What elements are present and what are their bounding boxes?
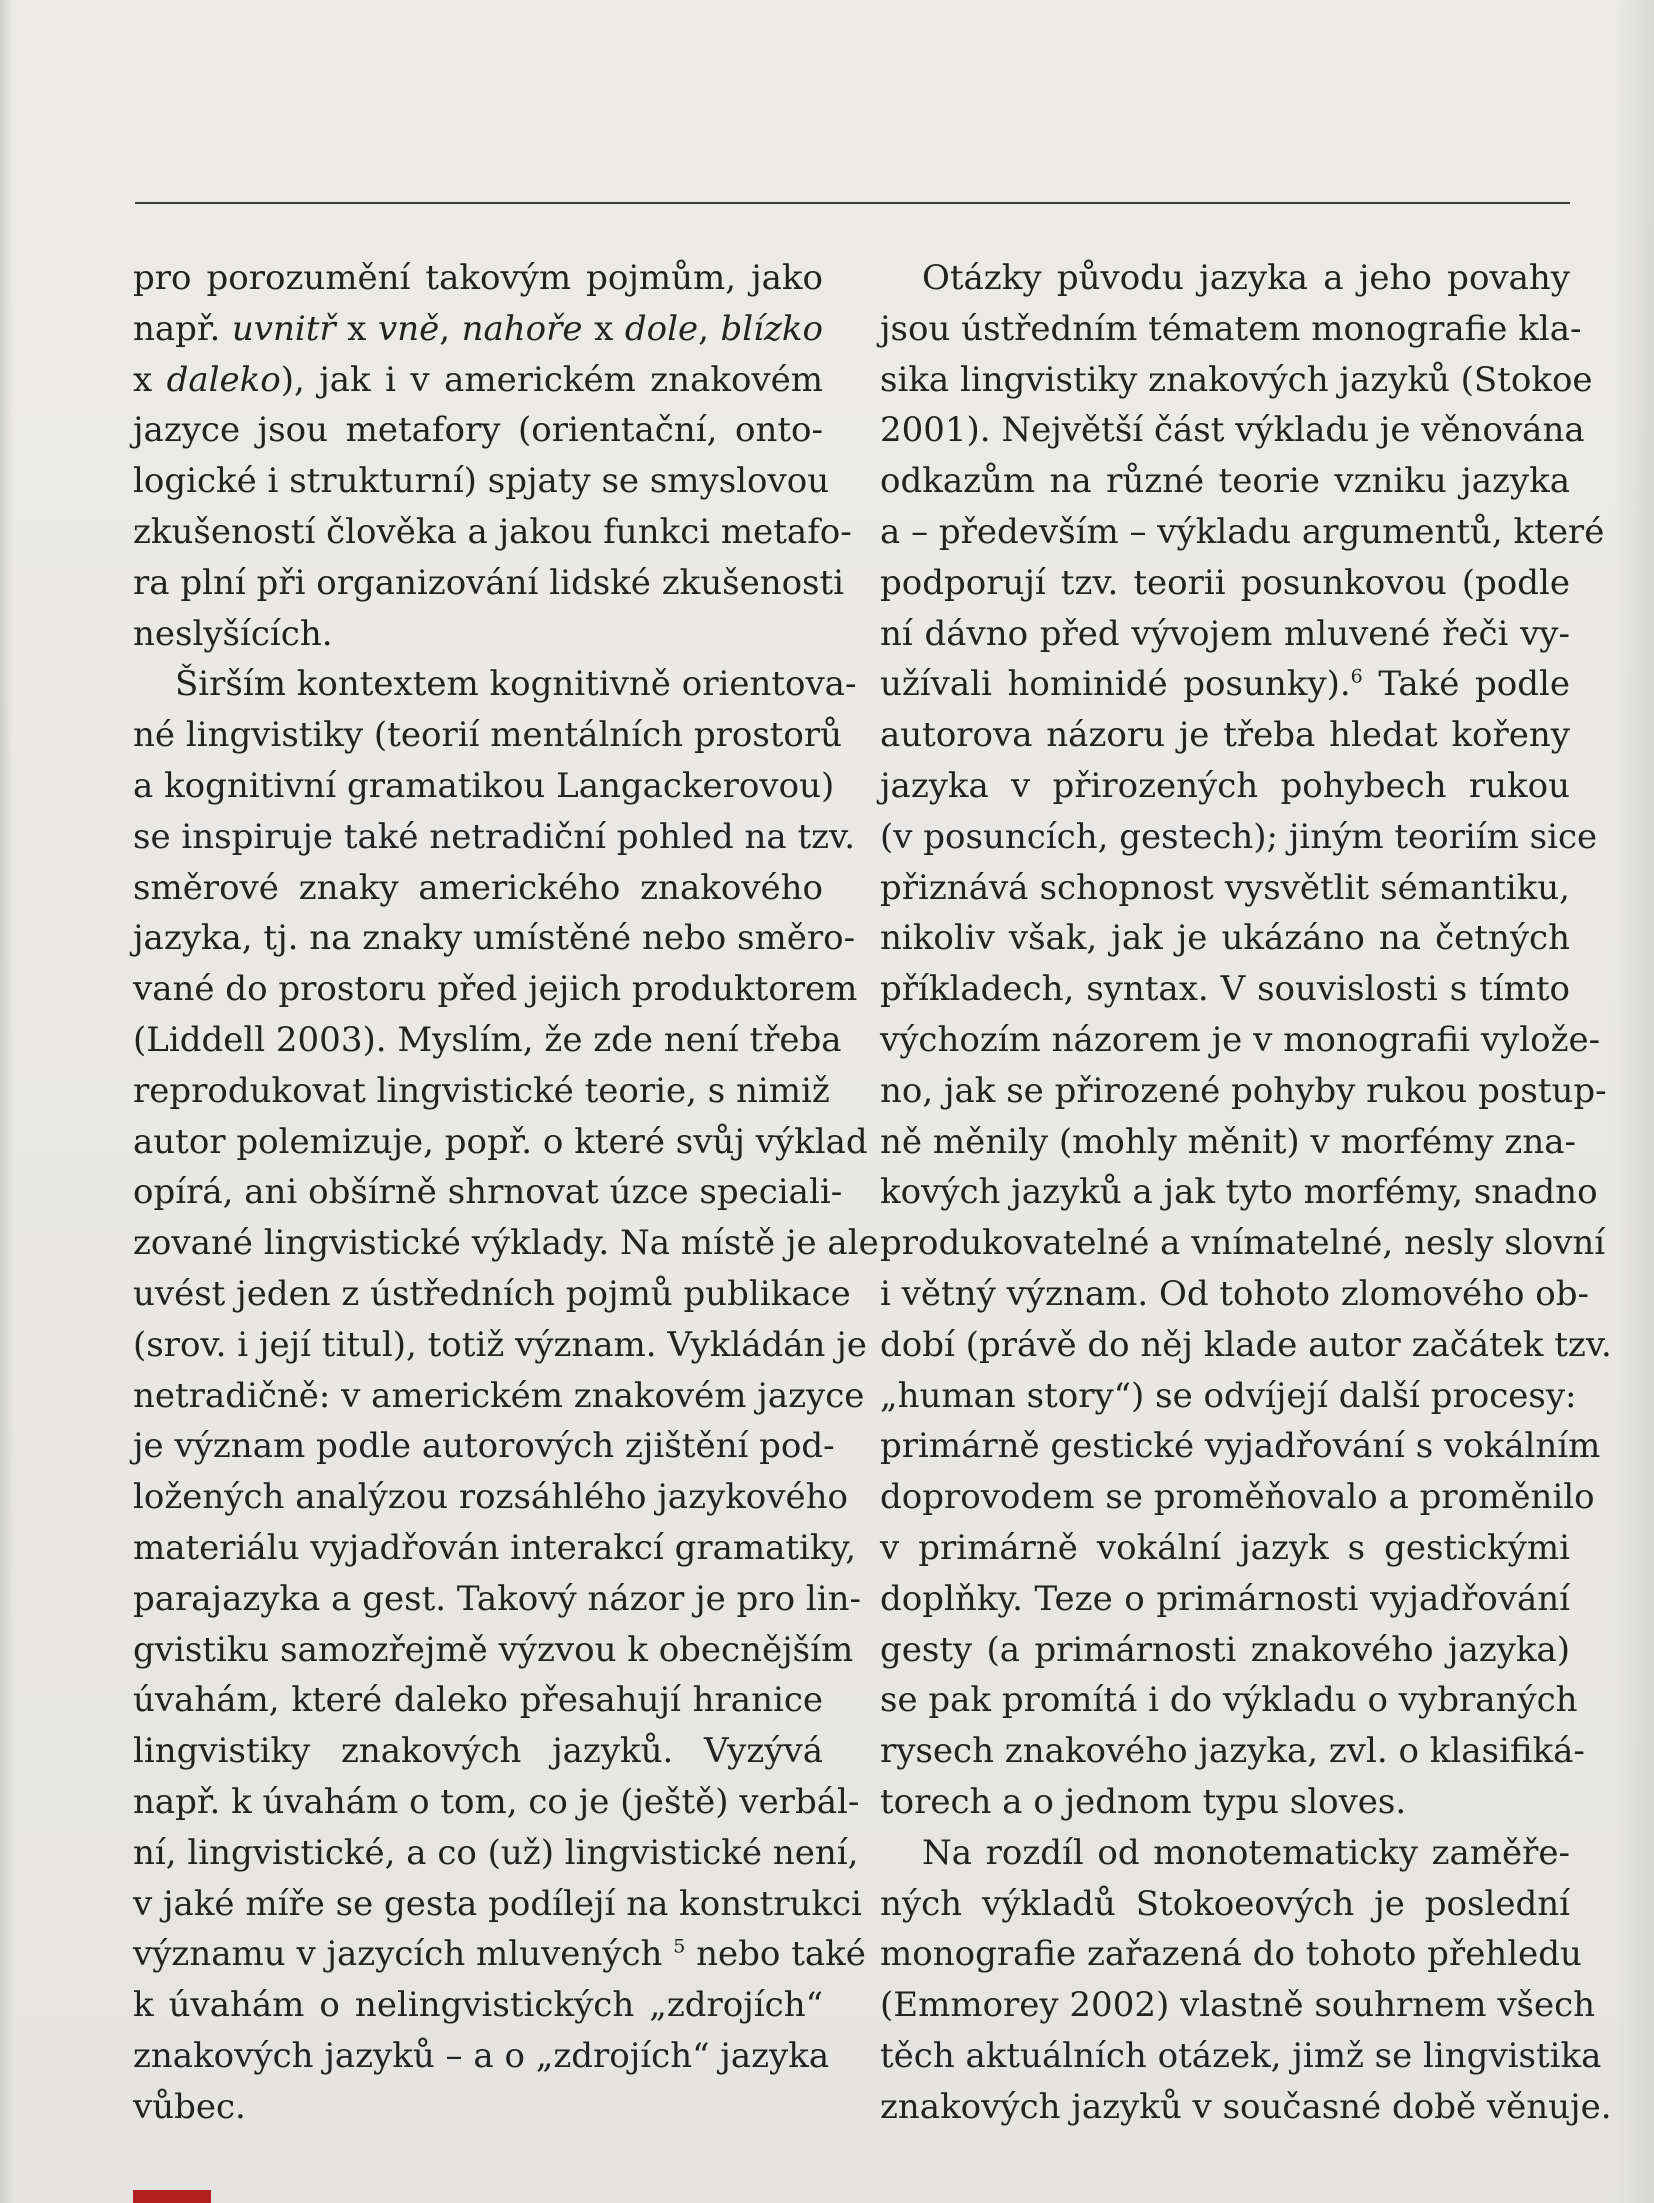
- text-line: [133, 1472, 848, 1523]
- footnote-reference: 6: [1350, 666, 1363, 689]
- text-line: [880, 2031, 1602, 2082]
- text-line: [880, 1726, 1585, 1777]
- text-run: a – především – výkladu argumentů, které: [880, 511, 1605, 552]
- text-run: reprodukovat lingvistické teorie, s nimiž: [133, 1070, 830, 1111]
- text-line: [133, 1625, 854, 1676]
- text-run: Širším kontextem kognitivně orientova-: [175, 664, 857, 705]
- text-line: [880, 761, 1570, 812]
- text-run: k úvahám o nelingvistických „zdrojích“: [133, 1985, 823, 2026]
- italic-term: dole: [624, 308, 699, 349]
- text-line: [880, 456, 1570, 507]
- text-run: směrové znaky amerického znakového: [133, 867, 823, 908]
- text-run: úvahám, které daleko přesahují hranice: [133, 1680, 823, 1721]
- text-line: [880, 507, 1605, 558]
- text-run: gvistiku samozřejmě výzvou k obecnějším: [133, 1629, 854, 1670]
- text-run: přiznává schopnost vysvětlit sémantiku,: [880, 867, 1570, 908]
- text-line: [880, 1777, 1570, 1828]
- text-line: [880, 964, 1570, 1015]
- text-line: [133, 1218, 879, 1269]
- text-line: [133, 558, 845, 609]
- text-run: rysech znakového jazyka, zvl. o klasifiká-: [880, 1731, 1585, 1772]
- text-line: [133, 405, 823, 456]
- text-run: např.: [133, 308, 232, 349]
- page-edge-shadow: [1614, 0, 1654, 2203]
- text-run: Otázky původu jazyka a jeho povahy: [922, 258, 1570, 298]
- italic-term: vně: [377, 308, 440, 349]
- text-run: netradičně: v americkém znakovém jazyce: [133, 1375, 865, 1416]
- text-line: [880, 659, 1570, 710]
- text-run: (Liddell 2003). Myslím, že zde není třeba: [133, 1019, 842, 1060]
- text-run: dobí (právě do něj klade autor začátek tzv.: [880, 1324, 1612, 1365]
- text-run: odkazům na různé teorie vzniku jazyka: [880, 461, 1570, 502]
- text-line: [133, 659, 857, 710]
- text-run: zkušeností člověka a jakou funkci metafo-: [133, 511, 852, 552]
- text-run: ní dávno před vývojem mluvené řeči vy-: [880, 613, 1570, 654]
- text-line: [880, 1523, 1570, 1574]
- text-line: [133, 2082, 823, 2133]
- text-line: [880, 1625, 1570, 1676]
- text-line: [880, 812, 1598, 863]
- text-run: ,: [439, 308, 462, 349]
- text-run: ných výkladů Stokoeových je poslední: [880, 1883, 1570, 1924]
- text-run: zované lingvistické výklady. Na místě je ale: [133, 1223, 879, 1264]
- text-line: [133, 1929, 866, 1980]
- italic-term: blízko: [720, 308, 823, 349]
- text-run: např. k úvahám o tom, co je (ještě) verbál-: [133, 1781, 860, 1822]
- text-run: monografie zařazená do tohoto přehledu: [880, 1934, 1582, 1975]
- text-line: [880, 1269, 1590, 1320]
- text-line: [133, 456, 830, 507]
- text-line: [880, 1371, 1577, 1422]
- text-run: sika lingvistiky znakových jazyků (Stokoe: [880, 359, 1593, 400]
- text-line: [133, 1117, 868, 1168]
- text-line: [133, 964, 858, 1015]
- text-line: [880, 710, 1570, 761]
- text-run: významu v jazycích mluvených: [133, 1934, 674, 1975]
- text-run: „human story“) se odvíjejí další procesy:: [880, 1375, 1577, 1416]
- text-run: lingvistiky znakových jazyků. Vyzývá: [133, 1731, 823, 1772]
- text-run: a kognitivní gramatikou Langackerovou): [133, 765, 835, 806]
- text-line: [133, 812, 856, 863]
- text-line: [133, 2031, 830, 2082]
- text-line: [880, 1929, 1582, 1980]
- text-line: [133, 1828, 859, 1879]
- text-run: podporují tzv. teorii posunkovou (podle: [880, 562, 1570, 603]
- text-line: [133, 1980, 823, 2031]
- text-line: [133, 1371, 865, 1422]
- text-line: [880, 863, 1570, 914]
- text-run: pro porozumění takovým pojmům, jako: [133, 258, 823, 298]
- text-line: [880, 1828, 1570, 1879]
- text-line: [133, 863, 823, 914]
- text-line: [133, 609, 823, 660]
- text-line: [880, 2082, 1612, 2133]
- text-line: [880, 1117, 1576, 1168]
- text-run: i větný význam. Od tohoto zlomového ob-: [880, 1273, 1590, 1314]
- text-line: [880, 1167, 1598, 1218]
- text-line: [880, 1218, 1606, 1269]
- text-line: [133, 1167, 843, 1218]
- text-run: vůbec.: [133, 2086, 246, 2127]
- text-run: ložených analýzou rozsáhlého jazykového: [133, 1477, 848, 1518]
- text-run: ra plní při organizování lidské zkušenosti: [133, 562, 845, 603]
- text-run: ), jak i v americkém znakovém: [280, 359, 823, 400]
- text-line: [133, 1066, 830, 1117]
- text-run: se inspiruje také netradiční pohled na tzv.: [133, 816, 856, 857]
- text-run: torech a o jednom typu sloves.: [880, 1781, 1407, 1822]
- text-run: znakových jazyků v současné době věnuje.: [880, 2086, 1612, 2127]
- text-run: né lingvistiky (teorií mentálních prostorů: [133, 715, 843, 756]
- text-run: doplňky. Teze o primárnosti vyjadřování: [880, 1578, 1570, 1619]
- text-line: [133, 507, 852, 558]
- text-run: příkladech, syntax. V souvislosti s tímto: [880, 969, 1570, 1010]
- text-run: se pak promítá i do výkladu o vybraných: [880, 1680, 1578, 1721]
- text-run: logické i strukturní) spjaty se smyslovou: [133, 461, 830, 502]
- text-run: produkovatelné a vnímatelné, nesly slovní: [880, 1223, 1606, 1264]
- text-run: autorova názoru je třeba hledat kořeny: [880, 715, 1570, 756]
- text-run: ní, lingvistické, a co (už) lingvistické není,: [133, 1832, 859, 1873]
- text-line: [880, 355, 1593, 406]
- text-run: nebo také: [685, 1934, 866, 1975]
- text-run: nikoliv však, jak je ukázáno na četných: [880, 918, 1570, 959]
- text-line: [880, 1320, 1612, 1371]
- text-run: jazyka v přirozených pohybech rukou: [880, 765, 1570, 806]
- text-line: [133, 913, 856, 964]
- text-run: uvést jeden z ústředních pojmů publikace: [133, 1273, 851, 1314]
- text-run: v jaké míře se gesta podílejí na konstrukci: [133, 1883, 862, 1924]
- text-line: [133, 710, 843, 761]
- text-run: (srov. i její titul), totiž význam. Vykládán je: [133, 1324, 867, 1365]
- text-run: x: [335, 308, 378, 349]
- text-line: [880, 1879, 1570, 1930]
- text-run: x: [133, 359, 167, 400]
- text-line: [133, 253, 823, 304]
- text-run: jazyka, tj. na znaky umístěné nebo směro-: [133, 918, 856, 959]
- text-run: jsou ústředním tématem monografie kla-: [880, 308, 1582, 349]
- text-run: parajazyka a gest. Takový názor je pro lin-: [133, 1578, 861, 1619]
- left-text-column: [133, 253, 879, 2132]
- page-accent-mark: [133, 2190, 211, 2203]
- text-run: doprovodem se proměňovalo a proměnilo: [880, 1477, 1595, 1518]
- italic-term: uvnitř: [231, 308, 336, 349]
- text-line: [133, 1269, 851, 1320]
- text-line: [133, 355, 823, 406]
- text-run: (Emmorey 2002) vlastně souhrnem všech: [880, 1985, 1596, 2026]
- italic-term: nahoře: [461, 308, 583, 349]
- text-line: [880, 558, 1570, 609]
- text-line: [133, 1421, 835, 1472]
- text-line: [133, 1320, 867, 1371]
- text-line: [133, 1675, 823, 1726]
- text-line: [880, 609, 1570, 660]
- text-line: [880, 253, 1570, 304]
- page-gutter-shadow: [0, 0, 14, 2203]
- text-line: [880, 1472, 1595, 1523]
- text-run: užívali hominidé posunky).: [880, 664, 1351, 705]
- header-rule: [135, 202, 1570, 204]
- text-run: v primárně vokální jazyk s gestickými: [880, 1527, 1570, 1568]
- text-line: [133, 1879, 862, 1930]
- text-run: materiálu vyjadřován interakcí gramatiky,: [133, 1527, 857, 1568]
- text-line: [133, 1015, 842, 1066]
- text-line: [133, 1523, 857, 1574]
- text-line: [880, 1015, 1601, 1066]
- text-run: autor polemizuje, popř. o které svůj výklad: [133, 1121, 868, 1162]
- text-run: vané do prostoru před jejich produktorem: [133, 969, 858, 1010]
- text-line: [880, 1421, 1601, 1472]
- text-run: kových jazyků a jak tyto morfémy, snadno: [880, 1172, 1598, 1213]
- text-run: výchozím názorem je v monografii vylože-: [880, 1019, 1601, 1060]
- text-run: neslyšících.: [133, 613, 333, 654]
- text-line: [133, 1574, 861, 1625]
- text-run: znakových jazyků – a o „zdrojích“ jazyka: [133, 2035, 830, 2076]
- text-run: Na rozdíl od monotematicky zaměře-: [922, 1832, 1570, 1873]
- text-run: 2001). Největší část výkladu je věnována: [880, 410, 1585, 451]
- text-run: těch aktuálních otázek, jimž se lingvistika: [880, 2035, 1602, 2076]
- text-run: opírá, ani obšírně shrnovat úzce speciali-: [133, 1172, 843, 1213]
- text-line: [880, 1574, 1570, 1625]
- text-run: no, jak se přirozené pohyby rukou postup-: [880, 1070, 1607, 1111]
- text-run: gesty (a primárnosti znakového jazyka): [880, 1629, 1570, 1670]
- text-run: je význam podle autorových zjištění pod-: [133, 1426, 835, 1467]
- text-run: x: [582, 308, 625, 349]
- italic-term: daleko: [166, 359, 281, 400]
- footnote-reference: 5: [673, 1935, 686, 1958]
- text-line: [880, 1675, 1578, 1726]
- text-line: [880, 405, 1585, 456]
- right-text-column: [880, 253, 1612, 2132]
- text-line: [133, 304, 823, 355]
- text-run: ně měnily (mohly měnit) v morfémy zna-: [880, 1121, 1576, 1162]
- text-run: primárně gestické vyjadřování s vokálním: [880, 1426, 1601, 1467]
- text-run: jazyce jsou metafory (orientační, onto-: [133, 410, 823, 451]
- text-line: [133, 1777, 860, 1828]
- text-line: [880, 1980, 1596, 2031]
- text-line: [880, 913, 1570, 964]
- text-run: (v posuncích, gestech); jiným teoriím sice: [880, 816, 1598, 857]
- text-line: [880, 304, 1582, 355]
- text-line: [133, 1726, 823, 1777]
- text-line: [880, 1066, 1607, 1117]
- text-run: ,: [698, 308, 721, 349]
- text-run: Také podle: [1362, 664, 1570, 705]
- text-line: [133, 761, 835, 812]
